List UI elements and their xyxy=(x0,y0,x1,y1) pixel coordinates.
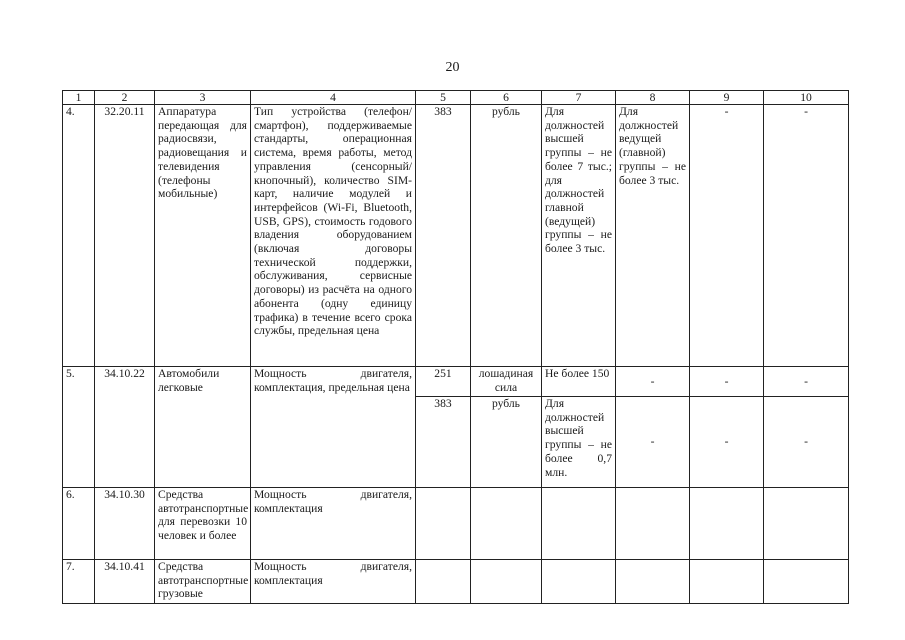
value-col7: Для должностей высшей группы – не более 0,7 млн. xyxy=(542,397,616,488)
header-cell: 3 xyxy=(155,91,251,105)
unit-name: рубль xyxy=(471,397,542,488)
empty-cell xyxy=(416,560,471,604)
value-col10: - xyxy=(764,105,849,367)
empty-cell xyxy=(616,560,690,604)
item-characteristic: Мощность двигателя, комплектация xyxy=(251,488,416,560)
value-col8: Для должностей ведущей (главной) группы – не более 3 тыс. xyxy=(616,105,690,367)
unit-name: лошадиная сила xyxy=(471,367,542,397)
header-cell: 8 xyxy=(616,91,690,105)
header-cell: 10 xyxy=(764,91,849,105)
item-name: Аппаратура передающая для радиосвязи, радиовещания и телевидения (телефоны мобильные) xyxy=(155,105,251,367)
header-cell: 1 xyxy=(63,91,95,105)
value-col7: Не более 150 xyxy=(542,367,616,397)
empty-cell xyxy=(542,560,616,604)
page-number: 20 xyxy=(445,60,460,75)
empty-cell xyxy=(764,560,849,604)
table-header-row xyxy=(63,91,849,105)
value-col9: - xyxy=(690,397,764,488)
item-name: Автомобили легковые xyxy=(155,367,251,488)
okei-code: 383 xyxy=(416,105,471,367)
header-cell: 9 xyxy=(690,91,764,105)
header-cell: 6 xyxy=(471,91,542,105)
row-number: 4. xyxy=(63,105,95,367)
row-number: 6. xyxy=(63,488,95,560)
okpd-code: 32.20.11 xyxy=(95,105,155,367)
value-col9: - xyxy=(690,105,764,367)
table-row xyxy=(63,560,849,604)
table-row xyxy=(63,488,849,560)
empty-cell xyxy=(764,488,849,560)
value-col10: - xyxy=(764,367,849,397)
okei-code: 383 xyxy=(416,397,471,488)
okpd-code: 34.10.41 xyxy=(95,560,155,604)
value-col8: - xyxy=(616,397,690,488)
value-col7: Для должностей высшей группы – не более 7 тыс.; для должностей главной (ведущей) группы – не более 3 тыс. xyxy=(542,105,616,367)
item-characteristic: Тип устройства (телефон/смартфон), поддерживаемые стандарты, операционная система, время работы, метод управления (сенсорный/кнопочный), количество SIM-карт, наличие модулей и интерфейсов (Wi-Fi, Bluetooth, USB, GPS), стоимость годового владения оборудованием (включая договоры технической поддержки, обслуживания, сервисные договоры) из расчёта на одного абонента (одну единицу трафика) в течение всего срока службы, предельная цена xyxy=(251,105,416,367)
item-characteristic: Мощность двигателя, комплектация, предельная цена xyxy=(251,367,416,488)
header-cell: 5 xyxy=(416,91,471,105)
table-row xyxy=(63,105,849,367)
value-col8: - xyxy=(616,367,690,397)
item-name: Средства автотранспортные грузовые xyxy=(155,560,251,604)
value-col10: - xyxy=(764,397,849,488)
requirements-table xyxy=(62,90,849,604)
empty-cell xyxy=(616,488,690,560)
value-col9: - xyxy=(690,367,764,397)
empty-cell xyxy=(471,560,542,604)
header-cell: 4 xyxy=(251,91,416,105)
item-name: Средства автотранспортные для перевозки 10 человек и более xyxy=(155,488,251,560)
item-characteristic: Мощность двигателя, комплектация xyxy=(251,560,416,604)
header-cell: 7 xyxy=(542,91,616,105)
header-cell: 2 xyxy=(95,91,155,105)
table-row xyxy=(63,367,849,397)
row-number: 5. xyxy=(63,367,95,488)
unit-name: рубль xyxy=(471,105,542,367)
empty-cell xyxy=(690,560,764,604)
empty-cell xyxy=(416,488,471,560)
empty-cell xyxy=(471,488,542,560)
okpd-code: 34.10.30 xyxy=(95,488,155,560)
okpd-code: 34.10.22 xyxy=(95,367,155,488)
empty-cell xyxy=(690,488,764,560)
row-number: 7. xyxy=(63,560,95,604)
okei-code: 251 xyxy=(416,367,471,397)
empty-cell xyxy=(542,488,616,560)
